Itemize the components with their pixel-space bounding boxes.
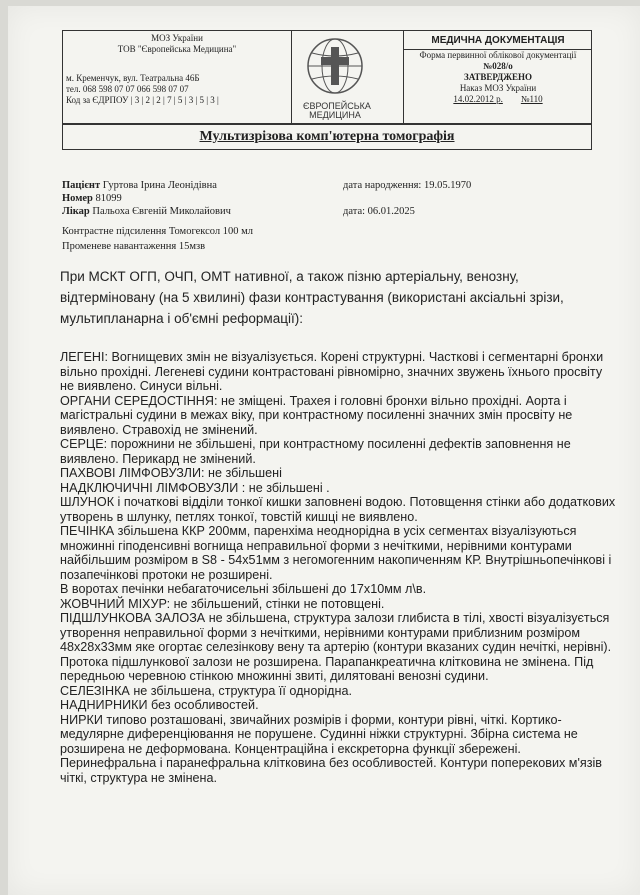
finding-adrenals: НАДНИРНИКИ без особливостей.: [60, 698, 259, 712]
finding-stomach: ШЛУНОК і початкові відділи тонкої кишки заповнені водою. Потовщення стінки або додаткових утворень в шлунку, петлях тонкої, товстій кишці не виявлено.: [60, 495, 616, 524]
dob-label: дата народження:: [343, 180, 422, 191]
doctor-line: [62, 205, 231, 218]
patient-name: Гуртова Ірина Леонідівна: [102, 180, 217, 191]
company-phones: тел. 068 598 07 07 066 598 07 07: [66, 84, 189, 94]
number-line: [62, 192, 122, 205]
patient-line: [62, 179, 217, 192]
order-label: Наказ МОЗ України: [459, 83, 537, 93]
finding-mediastinum: ОРГАНИ СЕРЕДОСТІННЯ: не зміщені. Трахея і головні бронхи вільно прохідні. Аорта і магістральні судини в межах віку, при контрастному посиленні значних змін просвіту не виявлено. Стравохід не змінений.: [60, 393, 573, 437]
approved-label: ЗАТВЕРДЖЕНО: [463, 72, 533, 82]
finding-liver: ПЕЧІНКА збільшена ККР 200мм, паренхіма неоднорідна в усіх сегментах візуалізуються множинні гіподенсивні вогнища неправильної форми з нечіткими, нерівними контурами найбільшим розміром в S8 - 54х51мм з негомогенним накопиченням КР. Внутрішньопечінкові і позапечінкові протоки не розширені.: [60, 524, 612, 582]
order-date-number: [404, 94, 592, 105]
document-title: Мультизрізова комп'ютерна томографія: [62, 124, 592, 150]
finding-heart: СЕРЦЕ: порожнини не збільшені, при контрастному посиленні дефектів заповнення не виявлено. Перикард не змінений.: [60, 437, 571, 466]
finding-lungs: ЛЕГЕНІ: Вогнищевих змін не візуалізується. Корені структурні. Часткові і сегментарні бронхи вільно прохідні. Легеневі судини контрастовані рівномірно, значних звужень їхнього просвіту не виявлено. Синуси вільні.: [60, 350, 604, 393]
ministry-name: МОЗ України: [151, 33, 203, 43]
logo-line-2: МЕДИЦИНА: [309, 110, 361, 120]
patient-label: Пацієнт: [62, 180, 101, 191]
order-number: №110: [520, 94, 543, 104]
doctor-label: Лікар: [62, 206, 90, 217]
dose-line: Променеве навантаження 15мзв: [62, 241, 206, 252]
finding-gallbladder: ЖОВЧНИЙ МІХУР: не збільшений, стінки не потовщені.: [60, 596, 385, 611]
doctor-name: Пальоха Євгеній Миколайович: [92, 206, 231, 217]
edrpou-label: Код за ЄДРПОУ: [66, 95, 129, 105]
exam-date-value: 06.01.2025: [367, 206, 415, 217]
edrpou-code: [66, 95, 219, 106]
clinic-logo: [303, 37, 371, 120]
document-header: [62, 30, 592, 124]
findings: [60, 350, 616, 785]
finding-liver-hilum: В воротах печінки небагаточисельні збільшені до 17х10мм л\в.: [60, 582, 427, 596]
finding-pancreas: ПІДШЛУНКОВА ЗАЛОЗА не збільшена, структура залози глибиста в тілі, хвості візуалізується утворення неправильної форми з нечіткими, нерівними контурами приблизним розміром 48х28х33мм яке огортає селезінкову вену та артерію (контури вказаних судин нечіткі, нерівні). Протока підшлункової залози не розширена. Парапанкреатична клітковина не змінена. Під передньою черевною стінкою множинні звиті, дилятовані венозні судини.: [60, 611, 612, 683]
exam-date-line: [343, 205, 415, 218]
logo-line-1: ЄВРОПЕЙСЬКА: [303, 101, 371, 111]
number-value: 81099: [95, 193, 122, 204]
edrpou-digits: | 3 | 2 | 2 | 7 | 5 | 3 | 5 | 3 |: [130, 95, 219, 105]
logo-text: [303, 101, 371, 120]
contrast-line: Контрастне підсилення Томогексол 100 мл: [62, 226, 254, 237]
exam-intro: При МСКТ ОГП, ОЧП, ОМТ нативної, а також пізню артеріальну, венозну, відтерміновану (на 5 хвилині) фази контрастування (використані аксіальні зрізи, мультипланарна і об'ємні реформації):: [60, 269, 564, 326]
company-name: ТОВ "Європейська Медицина": [117, 44, 237, 54]
dob-line: [343, 179, 471, 192]
number-label: Номер: [62, 193, 93, 204]
globe-cross-icon: [304, 37, 366, 95]
exam-date-label: дата:: [343, 206, 366, 217]
form-line: Форма первинної облікової документації: [419, 50, 577, 60]
finding-supraclavicular-nodes: НАДКЛЮЧИЧНІ ЛІМФОВУЗЛИ : не збільшені .: [60, 480, 330, 495]
finding-spleen: СЕЛЕЗІНКА не збільшена, структура її однорідна.: [60, 683, 352, 698]
med-doc-title: МЕДИЧНА ДОКУМЕНТАЦІЯ: [404, 31, 592, 50]
finding-kidneys: НИРКИ типово розташовані, звичайних розмірів і форми, контури рівні, чіткі. Кортико-медулярне диференціювання не порушене. Судинні ніжки структурні. Збірна система не розширена не деформована. Концентраційна і екскреторна функції збережені. Перинефральна і паранефральна клітковина без особливостей. Контури поперекових м'язів чіткі, структура не змінена.: [60, 712, 602, 785]
header-left-block: [63, 31, 292, 123]
company-contacts: [66, 73, 219, 106]
company-address: м. Кременчук, вул. Театральна 46Б: [66, 73, 200, 83]
finding-axillary-nodes: ПАХВОВІ ЛІМФОВУЗЛИ: не збільшені: [60, 466, 282, 480]
header-right-block: [403, 31, 592, 123]
form-number: №028/о: [483, 61, 513, 71]
order-date: 14.02.2012 р.: [453, 94, 503, 104]
dob-value: 19.05.1970: [423, 180, 472, 191]
